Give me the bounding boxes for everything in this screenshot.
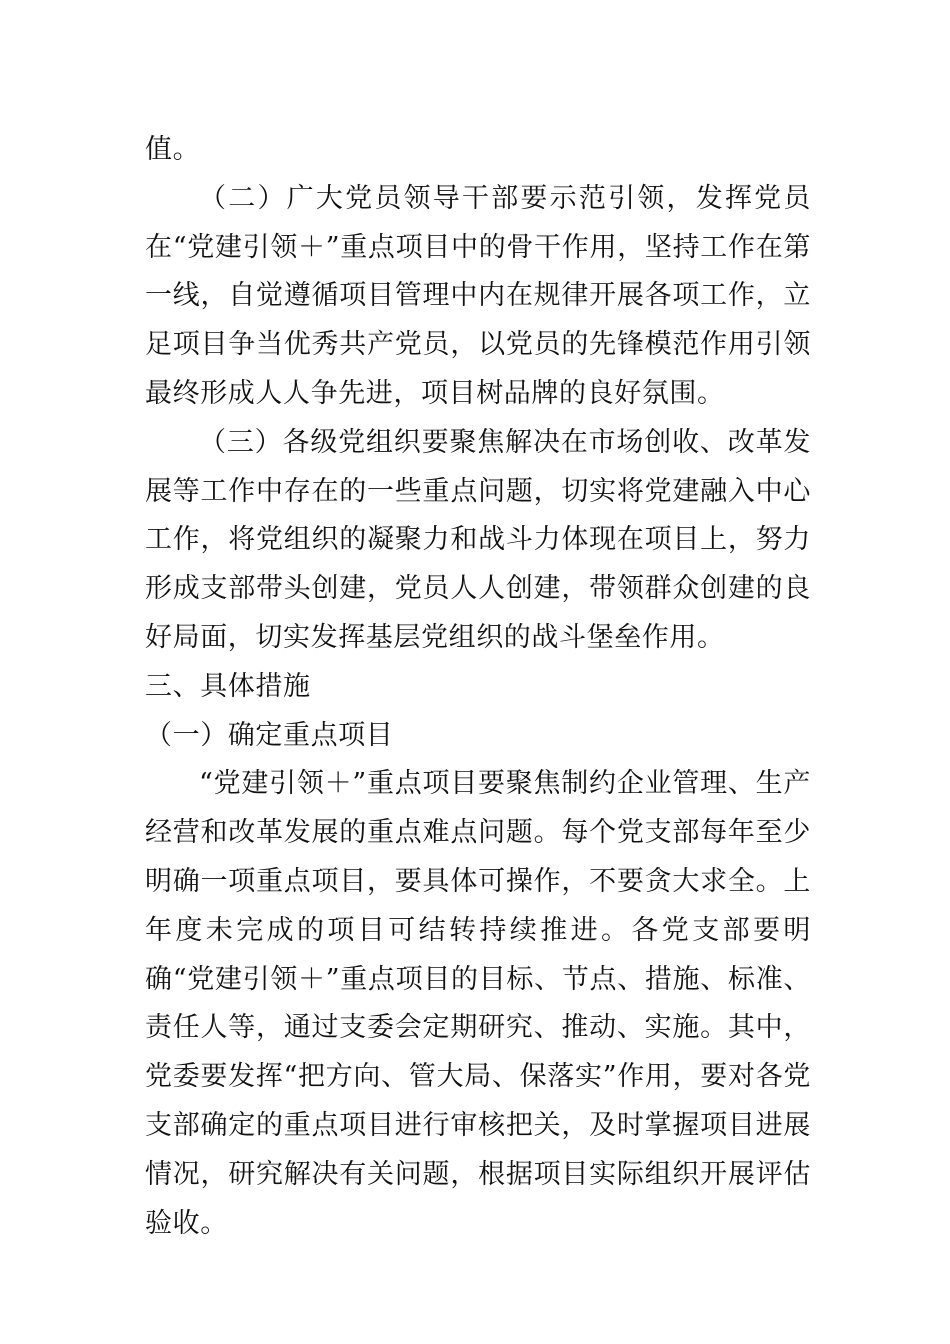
document-body — [145, 126, 811, 1248]
paragraph-continuation: 值。 — [145, 134, 201, 165]
paragraph-item-two: （二）广大党员领导干部要示范引领，发挥党员在“党建引领＋”重点项目中的骨干作用，坚持工作在第一线，自觉遵循项目管理中内在规律开展各项工作，立足项目争当优秀共产党员，以党员的先锋模范作用引领最终形成人人争先进，项目树品牌的良好氛围。 — [145, 182, 811, 409]
subsection-heading: （一）确定重点项目 — [145, 719, 394, 751]
section-heading: 三、具体措施 — [145, 670, 311, 702]
paragraph-item-three: （三）各级党组织要聚焦解决在市场创收、改革发展等工作中存在的一些重点问题，切实将党建融入中心工作，将党组织的凝聚力和战斗力体现在项目上，努力形成支部带头创建，党员人人创建，带领群众创建的良好局面，切实发挥基层党组织的战斗堡垒作用。 — [145, 426, 811, 653]
paragraph-key-projects: “党建引领＋”重点项目要聚焦制约企业管理、生产经营和改革发展的重点难点问题。每个党支部每年至少明确一项重点项目，要具体可操作，不要贪大求全。上年度未完成的项目可结转持续推进。各党支部要明确“党建引领＋”重点项目的目标、节点、措施、标准、责任人等，通过支委会定期研究、推动、实施。其中，党委要发挥“把方向、管大局、保落实”作用，要对各党支部确定的重点项目进行审核把关，及时掌握项目进展情况，研究解决有关问题，根据项目实际组织开展评估验收。 — [145, 768, 811, 1239]
